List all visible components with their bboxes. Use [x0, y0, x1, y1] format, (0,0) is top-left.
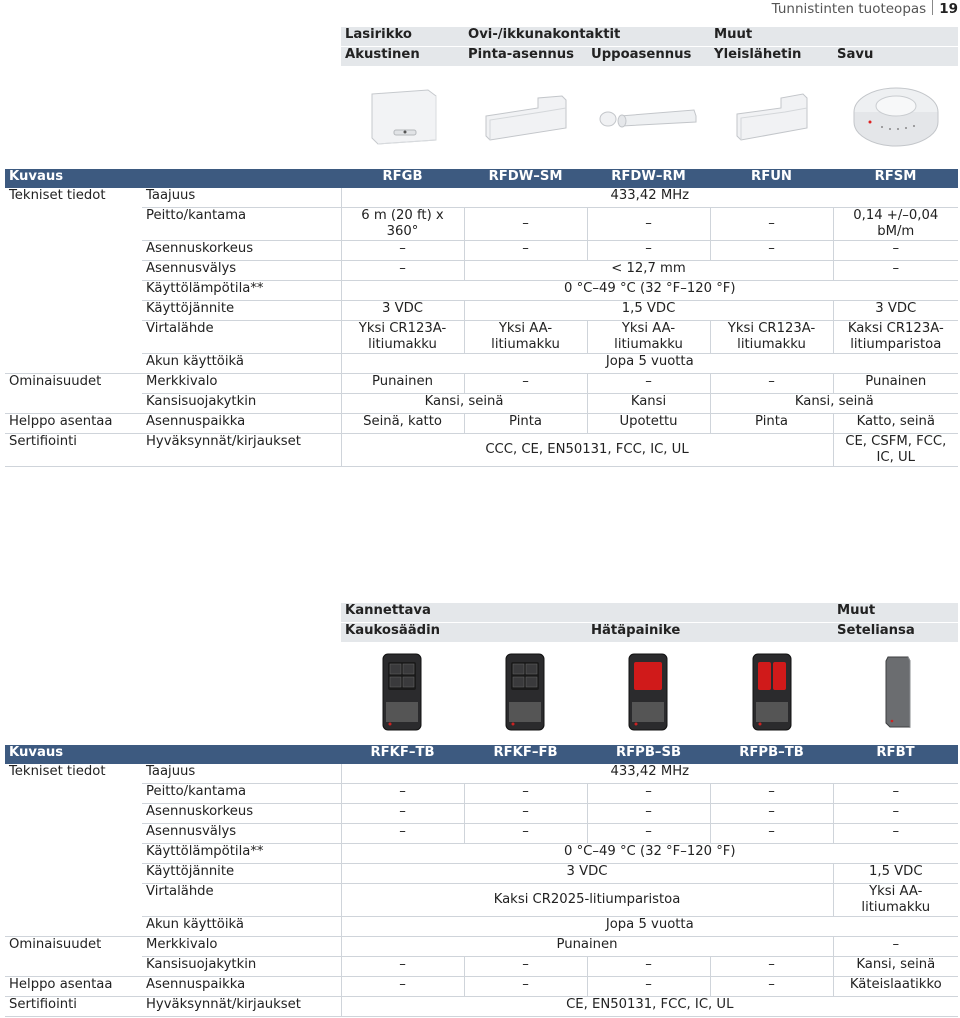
model-rfkf-tb: RFKF–TB: [341, 745, 464, 764]
cell: –: [833, 804, 958, 824]
cell: –: [587, 784, 710, 804]
model-rfpb-tb: RFPB–TB: [710, 745, 833, 764]
row-label: Peitto/kantama: [142, 784, 341, 804]
row-label: Asennuskorkeus: [142, 241, 341, 261]
group-helppo: Helppo asentaa: [5, 977, 142, 997]
page-number: 19: [939, 1, 958, 17]
cat-pinta-asennus: Pinta-asennus: [464, 47, 587, 67]
cell: Yksi AA-litiumakku: [833, 884, 958, 917]
model-rfpb-sb: RFPB–SB: [587, 745, 710, 764]
cell: –: [341, 977, 464, 997]
cell: –: [587, 824, 710, 844]
cell: –: [341, 957, 464, 977]
rfkf-tb-product-image: [380, 652, 426, 734]
row-label: Käyttöjännite: [142, 864, 341, 884]
cell: < 12,7 mm: [464, 261, 833, 281]
rfbt-product-image: [884, 655, 914, 731]
cell: –: [710, 957, 833, 977]
group-tekniset: Tekniset tiedot: [9, 764, 106, 779]
model-rfkf-fb: RFKF–FB: [464, 745, 587, 764]
rfpb-tb-product-image: [750, 652, 796, 734]
cell: Pinta: [710, 414, 833, 434]
row-label: Asennusvälys: [142, 824, 341, 844]
cell: –: [464, 241, 587, 261]
cell: –: [341, 824, 464, 844]
rfpb-sb-product-image: [626, 652, 672, 734]
cell: 3 VDC: [341, 864, 833, 884]
cell: 433,42 MHz: [341, 188, 958, 208]
cell: Käteislaatikko: [833, 977, 958, 997]
row-label: Asennuskorkeus: [142, 804, 341, 824]
cell: –: [833, 937, 958, 957]
table2-specifications: [5, 745, 958, 1017]
row-label: Hyväksynnät/kirjaukset: [142, 997, 341, 1017]
cell: –: [710, 824, 833, 844]
cell: –: [710, 374, 833, 394]
cat-ovi-ikkuna: Ovi-/ikkunakontaktit: [464, 27, 710, 47]
cell: Punainen: [833, 374, 958, 394]
cell: –: [341, 784, 464, 804]
group-tekniset: Tekniset tiedot: [9, 188, 106, 203]
model-rfdw-rm: RFDW–RM: [587, 169, 710, 188]
row-label: Virtalähde: [142, 884, 341, 917]
cell: –: [587, 208, 710, 241]
rfkf-fb-product-image: [503, 652, 549, 734]
cat-lasirikko: Lasirikko: [341, 27, 464, 47]
row-label: Käyttölämpötila**: [142, 844, 341, 864]
cat-kannettava: Kannettava: [341, 603, 833, 623]
row-label: Hyväksynnät/kirjaukset: [142, 434, 341, 467]
cat-muut: Muut: [710, 27, 958, 47]
cell: Punainen: [341, 374, 464, 394]
cell: Kaksi CR123A-litiumparistoa: [833, 321, 958, 354]
group-ominaisuudet: Ominaisuudet: [9, 937, 102, 952]
cell: –: [833, 261, 958, 281]
row-label: Akun käyttöikä: [142, 354, 341, 374]
model-rfsm: RFSM: [833, 169, 958, 188]
cell: 0 °C–49 °C (32 °F–120 °F): [341, 844, 958, 864]
row-label: Taajuus: [142, 764, 341, 784]
cell: –: [464, 824, 587, 844]
cell: 3 VDC: [833, 301, 958, 321]
cell: –: [464, 804, 587, 824]
row-label: Asennusvälys: [142, 261, 341, 281]
group-ominaisuudet: Ominaisuudet: [9, 374, 102, 389]
cell: 0 °C–49 °C (32 °F–120 °F): [341, 281, 958, 301]
cell: 6 m (20 ft) x 360°: [341, 208, 464, 241]
cell: Yksi CR123A-litiumakku: [710, 321, 833, 354]
kuvaus-heading: Kuvaus: [5, 169, 341, 188]
cell: 1,5 VDC: [464, 301, 833, 321]
row-label: Asennuspaikka: [142, 414, 341, 434]
model-rfbt: RFBT: [833, 745, 958, 764]
cell: Kansi, seinä: [710, 394, 958, 414]
cell: 0,14 +/–0,04 bM/m: [833, 208, 958, 241]
cell: –: [587, 374, 710, 394]
cell: Seinä, katto: [341, 414, 464, 434]
cell: Jopa 5 vuotta: [341, 917, 958, 937]
cell: –: [587, 977, 710, 997]
guide-title: Tunnistinten tuoteopas: [771, 1, 927, 17]
cell: Kansi: [587, 394, 710, 414]
cell: –: [464, 977, 587, 997]
cell: –: [710, 241, 833, 261]
kuvaus-heading: Kuvaus: [5, 745, 341, 764]
page-header: [772, 0, 958, 17]
rfdw-sm-product-image: [482, 92, 570, 144]
cell: CE, EN50131, FCC, IC, UL: [341, 997, 958, 1017]
cell: –: [587, 804, 710, 824]
group-helppo: Helppo asentaa: [5, 414, 142, 434]
cat-hatapainike: Hätäpainike: [587, 623, 833, 643]
rfgb-product-image: [368, 86, 440, 148]
cat-muut: Muut: [833, 603, 958, 623]
cell: –: [341, 261, 464, 281]
cat-kaukosaadin: Kaukosäädin: [341, 623, 587, 643]
cell: Jopa 5 vuotta: [341, 354, 958, 374]
cell: –: [464, 374, 587, 394]
cell: –: [710, 977, 833, 997]
cell: Yksi AA-litiumakku: [587, 321, 710, 354]
row-label: Taajuus: [142, 188, 341, 208]
row-label: Käyttöjännite: [142, 301, 341, 321]
row-label: Virtalähde: [142, 321, 341, 354]
cell: 1,5 VDC: [833, 864, 958, 884]
row-label: Kansisuojakytkin: [142, 957, 341, 977]
row-label: Merkkivalo: [142, 937, 341, 957]
cell: –: [464, 957, 587, 977]
cell: Upotettu: [587, 414, 710, 434]
rfdw-rm-product-image: [598, 104, 700, 134]
cell: CCC, CE, EN50131, FCC, IC, UL: [341, 434, 833, 467]
cell: Kaksi CR2025-litiumparistoa: [341, 884, 833, 917]
cat-savu: Savu: [833, 47, 958, 67]
cell: –: [833, 241, 958, 261]
table1-category-header: [5, 27, 958, 67]
cell: Yksi AA-litiumakku: [464, 321, 587, 354]
cell: –: [833, 784, 958, 804]
cell: Katto, seinä: [833, 414, 958, 434]
cell: Kansi, seinä: [833, 957, 958, 977]
rfsm-product-image: [850, 82, 942, 148]
cell: Punainen: [341, 937, 833, 957]
cell: Kansi, seinä: [341, 394, 587, 414]
cell: 433,42 MHz: [341, 764, 958, 784]
cell: –: [710, 804, 833, 824]
cell: –: [341, 241, 464, 261]
cell: –: [710, 208, 833, 241]
row-label: Peitto/kantama: [142, 208, 341, 241]
table1-specifications: [5, 169, 958, 467]
cell: –: [587, 241, 710, 261]
cell: Yksi CR123A-litiumakku: [341, 321, 464, 354]
cell: –: [341, 804, 464, 824]
cat-seteliansa: Seteliansa: [833, 623, 958, 643]
cell: –: [464, 208, 587, 241]
row-label: Käyttölämpötila**: [142, 281, 341, 301]
group-sertifiointi: Sertifiointi: [5, 434, 142, 467]
row-label: Kansisuojakytkin: [142, 394, 341, 414]
cell: 3 VDC: [341, 301, 464, 321]
cell: CE, CSFM, FCC, IC, UL: [833, 434, 958, 467]
group-sertifiointi: Sertifiointi: [5, 997, 142, 1017]
cell: –: [833, 824, 958, 844]
row-label: Asennuspaikka: [142, 977, 341, 997]
table2-category-header: [5, 603, 958, 643]
cell: –: [464, 784, 587, 804]
cell: –: [710, 784, 833, 804]
cat-akustinen: Akustinen: [341, 47, 464, 67]
cat-uppoasennus: Uppoasennus: [587, 47, 710, 67]
row-label: Akun käyttöikä: [142, 917, 341, 937]
rfun-product-image: [735, 92, 811, 144]
row-label: Merkkivalo: [142, 374, 341, 394]
model-rfgb: RFGB: [341, 169, 464, 188]
cat-yleislahetin: Yleislähetin: [710, 47, 833, 67]
cell: –: [587, 957, 710, 977]
model-rfun: RFUN: [710, 169, 833, 188]
cell: Pinta: [464, 414, 587, 434]
model-rfdw-sm: RFDW–SM: [464, 169, 587, 188]
